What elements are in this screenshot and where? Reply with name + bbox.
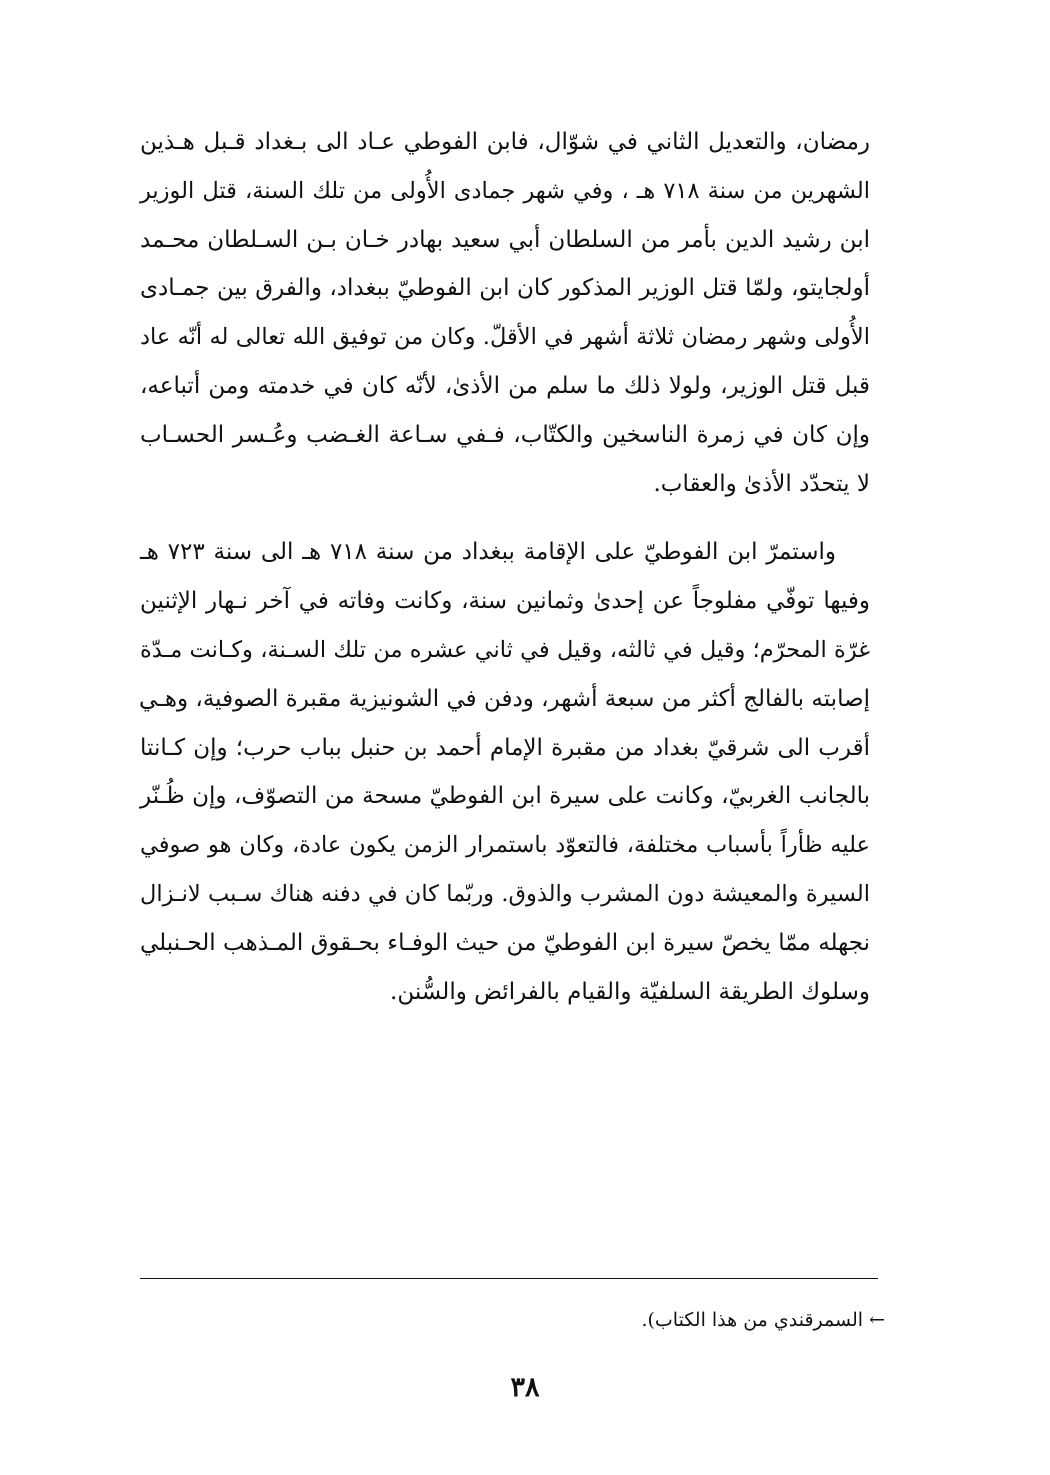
text-line: نجهله ممّا يخصّ سيرة ابن الفوطيّ من حيث الوفـاء بحـقوق المـذهب الحـنبلي bbox=[140, 929, 870, 956]
text-line: أولجايتو، ولمّا قتل الوزير المذكور كان ابن الفوطيّ ببغداد، والفرق بين جمـادى bbox=[140, 275, 870, 302]
text-line: إصابته بالفالج أكثر من سبعة أشهر، ودفن في الشونيزية مقبرة الصوفية، وهـي bbox=[138, 685, 870, 712]
text-line: غرّة المحرّم؛ وقيل في ثالثه، وقيل في ثاني عشره من تلك السـنة، وكـانت مـدّة bbox=[140, 636, 870, 663]
text-line: أقرب الى شرقيّ بغداد من مقبرة الإمام أحمد بن حنبل بباب حرب؛ وإن كـانتا bbox=[140, 734, 870, 761]
paragraph-2 bbox=[140, 528, 870, 1016]
footnote: ← السمرقندي من هذا الكتاب). bbox=[641, 1309, 885, 1331]
text-line: بالجانب الغربيّ، وكانت على سيرة ابن الفوطيّ مسحة من التصوّف، وإن ظُـنّر bbox=[140, 783, 870, 810]
text-line: الشهرين من سنة ٧١٨ هـ ، وفي شهر جمادى الأُولى من تلك السنة، قتل الوزير bbox=[140, 177, 871, 204]
text-line: قبل قتل الوزير، ولولا ذلك ما سلم من الأذىٰ، لأنّه كان في خدمته ومن أتباعه، bbox=[140, 372, 870, 399]
text-line: وسلوك الطريقة السلفيّة والقيام بالفرائض والسُّنن. bbox=[390, 978, 870, 1005]
text-line: واستمرّ ابن الفوطيّ على الإقامة ببغداد من سنة ٧١٨ هـ الى سنة ٧٢٣ هـ bbox=[140, 539, 836, 566]
footnote-separator bbox=[140, 1278, 878, 1279]
text-line: ابن رشيد الدين بأمر من السلطان أبي سعيد بهادر خـان بـن السـلطان محـمد bbox=[140, 226, 870, 253]
paragraph-gap bbox=[140, 508, 870, 528]
page-number: ٣٨ bbox=[510, 1372, 540, 1403]
text-line: عليه ظأراً بأسباب مختلفة، فالتعوّد باستمرار الزمن يكون عادة، وكان هو صوفي bbox=[140, 832, 870, 859]
text-line: لا يتحدّد الأذىٰ والعقاب. bbox=[653, 470, 870, 497]
main-text bbox=[140, 118, 870, 1016]
paragraph-1 bbox=[140, 118, 870, 508]
text-line: رمضان، والتعديل الثاني في شوّال، فابن الفوطي عـاد الى بـغداد قـبل هـذين bbox=[140, 129, 870, 155]
text-line: وفيها توفّي مفلوجاً عن إحدىٰ وثمانين سنة، وكانت وفاته في آخر نـهار الإثنين bbox=[140, 588, 870, 615]
text-line: وإن كان في زمرة الناسخين والكتّاب، فـفي سـاعة الغـضب وعُـسر الحسـاب bbox=[140, 421, 870, 448]
text-line: السيرة والمعيشة دون المشرب والذوق. وربّما كان في دفنه هناك سـبب لانـزال bbox=[140, 880, 870, 907]
text-line: الأُولى وشهر رمضان ثلاثة أشهر في الأقلّ. وكان من توفيق الله تعالى له أنّه عاد bbox=[140, 324, 870, 351]
